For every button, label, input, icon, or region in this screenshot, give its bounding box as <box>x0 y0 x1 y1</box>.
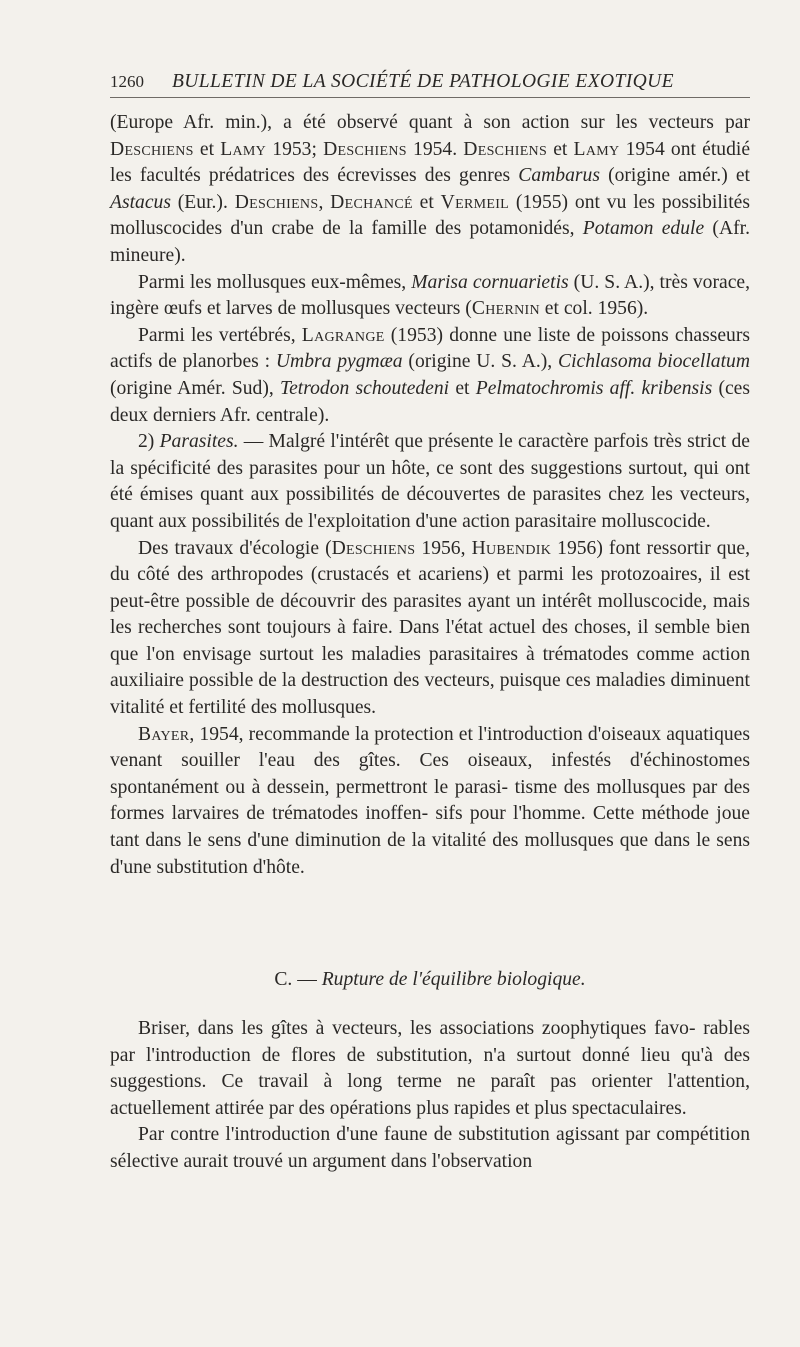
paragraph <box>110 323 750 429</box>
author-name: Deschiens <box>463 138 548 160</box>
section-heading <box>110 966 750 994</box>
text-run: 1956, <box>415 537 472 559</box>
text-run: et col. 1956). <box>539 298 649 320</box>
journal-title: BULLETIN DE LA SOCIÉTÉ DE PATHOLOGIE EXOTIQUE <box>172 71 674 92</box>
author-name: Dechancé <box>330 191 413 213</box>
italic-term: Potamon edule <box>582 218 705 240</box>
paragraph <box>110 536 750 722</box>
text-run: et <box>193 138 221 160</box>
text-run: , <box>318 191 331 213</box>
text-run: — Malgré l'intérêt que présente le caractère parfois très strict de la spécificité des parasites pour un hôte, ce sont des suggestions surtout, qui ont été émises quant aux possibilités de découvertes de parasites chez les vecteurs, quant aux possibilités de l'exploitation d'une action parasitaire molluscocide. <box>110 431 750 532</box>
italic-term: Cichlasoma biocellatum <box>558 351 750 373</box>
text-run: (Europe Afr. min.), a été observé quant à son action sur les vecteurs par <box>110 112 750 133</box>
text-run: (1953) donne une liste de poissons chasseurs actifs de planorbes : <box>110 324 750 373</box>
text-run: (U. S. A.), très vorace, ingère œufs et larves de mollusques vecteurs ( <box>110 271 750 320</box>
page-number: 1260 <box>110 72 144 91</box>
paragraph <box>110 429 750 535</box>
text-run: et <box>449 377 476 399</box>
text-run: 1954 ont étudié les facultés prédatrices des écrevisses des genres <box>110 138 751 187</box>
text-run: Parmi les mollusques eux-mêmes, <box>138 271 412 293</box>
text-run: Briser, dans les gîtes à vecteurs, les associations zoophytiques favo- rables par l'introduction de flores de substitution, n'a surtout donné lieu qu'à des suggestions. Ce travail à long terme ne paraît pas orienter l'attention, actuellement attirée par des opérations plus rapides et plus spectaculaires. <box>110 1018 750 1119</box>
text-run: (Eur.). <box>170 191 235 213</box>
author-name: Bayer <box>138 723 190 745</box>
italic-term: Astacus <box>110 191 171 213</box>
text-run: (origine Amér. Sud), <box>110 377 280 399</box>
text-run: (1955) ont vu les possibilités molluscocides d'un crabe de la famille des potamonidés, <box>110 191 751 240</box>
text-run: (ces deux derniers Afr. centrale). <box>110 377 751 426</box>
paragraph <box>110 722 750 882</box>
paragraph <box>110 1122 750 1175</box>
italic-term: Marisa cornuarietis <box>411 271 569 293</box>
text-run: Par contre l'introduction d'une faune de substitution agissant par compétition sélective aurait trouvé un argument dans l'observation <box>110 1124 750 1172</box>
italic-term: Pelmatochromis aff. kribensis <box>475 377 713 399</box>
text-run: et <box>547 138 574 160</box>
text-run: 1954. <box>406 138 464 160</box>
author-name: Deschiens <box>331 537 416 559</box>
article-body <box>110 110 750 881</box>
text-run: 1956) font ressortir que, du côté des arthropodes (crustacés et acariens) et parmi les protozoaires, il est peut-être possible de découvrir des parasites ayant un intérêt molluscocide, mais les recherches sont toujours à faire. Dans l'état actuel des choses, il semble bien que l'on envisage surtout les maladies parasitaires à trématodes comme action auxiliaire possible de la destruction des vecteurs, puisque ces maladies diminuent vitalité et fertilité des mollusques. <box>110 537 750 719</box>
author-name: Lamy <box>573 138 620 160</box>
header-rule <box>110 97 750 98</box>
author-name: Deschiens <box>234 191 319 213</box>
text-run: 1953; <box>266 138 324 160</box>
section-body <box>110 1016 750 1176</box>
text-run: et <box>412 191 441 213</box>
text-run: , 1954, recommande la protection et l'introduction d'oiseaux aquatiques venant souiller l'eau des gîtes. Ces oiseaux, infestés d'échinostomes spontanément ou à dessein, permettront le parasi- tisme des mollusques par des formes larvaires de trématodes inoffen- sifs pour l'homme. Cette méthode joue tant dans le sens d'une diminution de la vitalité des mollusques que dans le sens d'une substitution d'hôte. <box>110 723 750 878</box>
italic-term: Umbra pygmæa <box>275 351 403 373</box>
author-name: Deschiens <box>323 138 407 160</box>
section-prefix: C. — <box>274 969 322 990</box>
text-run: (Afr. mineure). <box>110 218 750 266</box>
author-name: Chernin <box>471 298 540 320</box>
paragraph <box>110 1016 750 1122</box>
text-run: Parmi les vertébrés, <box>138 324 302 346</box>
section-title: Rupture de l'équilibre biologique. <box>321 969 586 990</box>
italic-term: Tetrodon schoutedeni <box>279 377 450 399</box>
italic-term: Parasites. <box>159 431 239 453</box>
text-run: (origine amér.) et <box>599 165 750 187</box>
italic-term: Cambarus <box>518 165 600 187</box>
author-name: Deschiens <box>110 138 194 160</box>
paragraph <box>110 110 750 270</box>
author-name: Lagrange <box>301 324 385 346</box>
paragraph <box>110 270 750 323</box>
text-run: Des travaux d'écologie ( <box>138 537 332 559</box>
author-name: Lamy <box>220 138 267 160</box>
author-name: Hubendik <box>471 537 552 559</box>
text-run: 2) <box>138 431 160 453</box>
text-run: (origine U. S. A.), <box>402 351 559 373</box>
author-name: Vermeil <box>440 191 510 213</box>
